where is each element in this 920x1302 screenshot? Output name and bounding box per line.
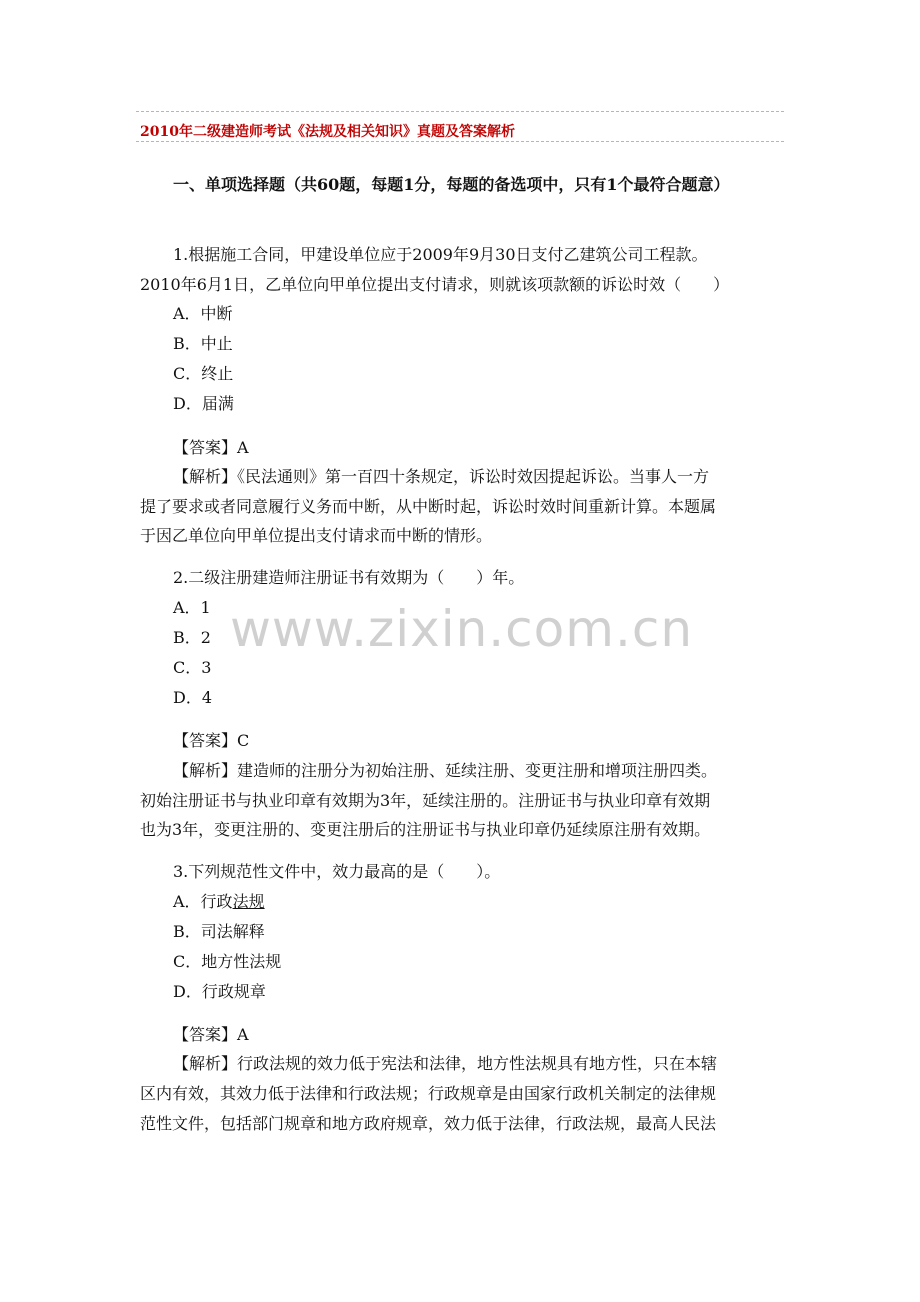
- header-top-rule: [136, 111, 784, 112]
- question-3-answer: 【答案】A: [173, 1025, 249, 1044]
- question-1-stem-line-2: 2010年6月1日，乙单位向甲单位提出支付请求，则就该项款额的诉讼时效（ ）: [140, 275, 730, 294]
- question-1-option-c: C．终止: [173, 364, 234, 383]
- question-3-option-c: C．地方性法规: [173, 952, 282, 971]
- question-1-analysis-line-1: 【解析】《民法通则》第一百四十条规定，诉讼时效因提起诉讼。当事人一方: [173, 467, 710, 486]
- question-3-option-a-text: A．行政: [173, 892, 233, 911]
- question-1-analysis-line-3: 于因乙单位向甲单位提出支付请求而中断的情形。: [140, 526, 493, 545]
- question-1-option-a: A．中断: [173, 304, 233, 323]
- question-3-option-b: B．司法解释: [173, 922, 265, 941]
- section-heading: 一、单项选择题（共60题，每题1分，每题的备选项中，只有1个最符合题意）: [173, 175, 730, 194]
- question-3-analysis-line-3: 范性文件，包括部门规章和地方政府规章，效力低于法律，行政法规，最高人民法: [140, 1114, 717, 1133]
- document-title: 2010年二级建造师考试《法规及相关知识》真题及答案解析: [140, 124, 515, 140]
- question-3-analysis-line-1: 【解析】行政法规的效力低于宪法和法律，地方性法规具有地方性，只在本辖: [173, 1054, 718, 1073]
- question-1-stem-line-1: 1.根据施工合同，甲建设单位应于2009年9月30日支付乙建筑公司工程款。: [173, 245, 708, 264]
- watermark: www.zixin.com.cn: [230, 600, 694, 658]
- question-2-option-b: B．2: [173, 628, 211, 647]
- question-3-option-d: D．行政规章: [173, 982, 266, 1001]
- question-3-analysis-line-2: 区内有效，其效力低于法律和行政法规；行政规章是由国家行政机关制定的法律规: [140, 1084, 717, 1103]
- question-3-option-a: [173, 887, 265, 917]
- question-3-stem: 3.下列规范性文件中，效力最高的是（ ）。: [173, 862, 501, 881]
- question-2-analysis-line-1: 【解析】建造师的注册分为初始注册、延续注册、变更注册和增项注册四类。: [173, 761, 718, 780]
- question-2-analysis-line-3: 也为3年，变更注册的、变更注册后的注册证书与执业印章仍延续原注册有效期。: [140, 820, 711, 839]
- question-1-analysis-line-2: 提了要求或者同意履行义务而中断，从中断时起，诉讼时效时间重新计算。本题属: [140, 497, 717, 516]
- question-2-option-d: D．4: [173, 688, 213, 707]
- question-2-answer: 【答案】C: [173, 731, 250, 750]
- question-2-option-c: C．3: [173, 658, 212, 677]
- question-1-answer: 【答案】A: [173, 438, 249, 457]
- question-2-stem: 2.二级注册建造师注册证书有效期为（ ）年。: [173, 568, 525, 587]
- question-2-analysis-line-2: 初始注册证书与执业印章有效期为3年，延续注册的。注册证书与执业印章有效期: [140, 791, 711, 810]
- header-bottom-rule: [136, 141, 784, 142]
- question-2-option-a: A．1: [173, 598, 211, 617]
- question-1-option-b: B．中止: [173, 334, 233, 353]
- question-1-option-d: D．届满: [173, 394, 234, 413]
- question-3-option-a-underlined: 法规: [232, 892, 265, 911]
